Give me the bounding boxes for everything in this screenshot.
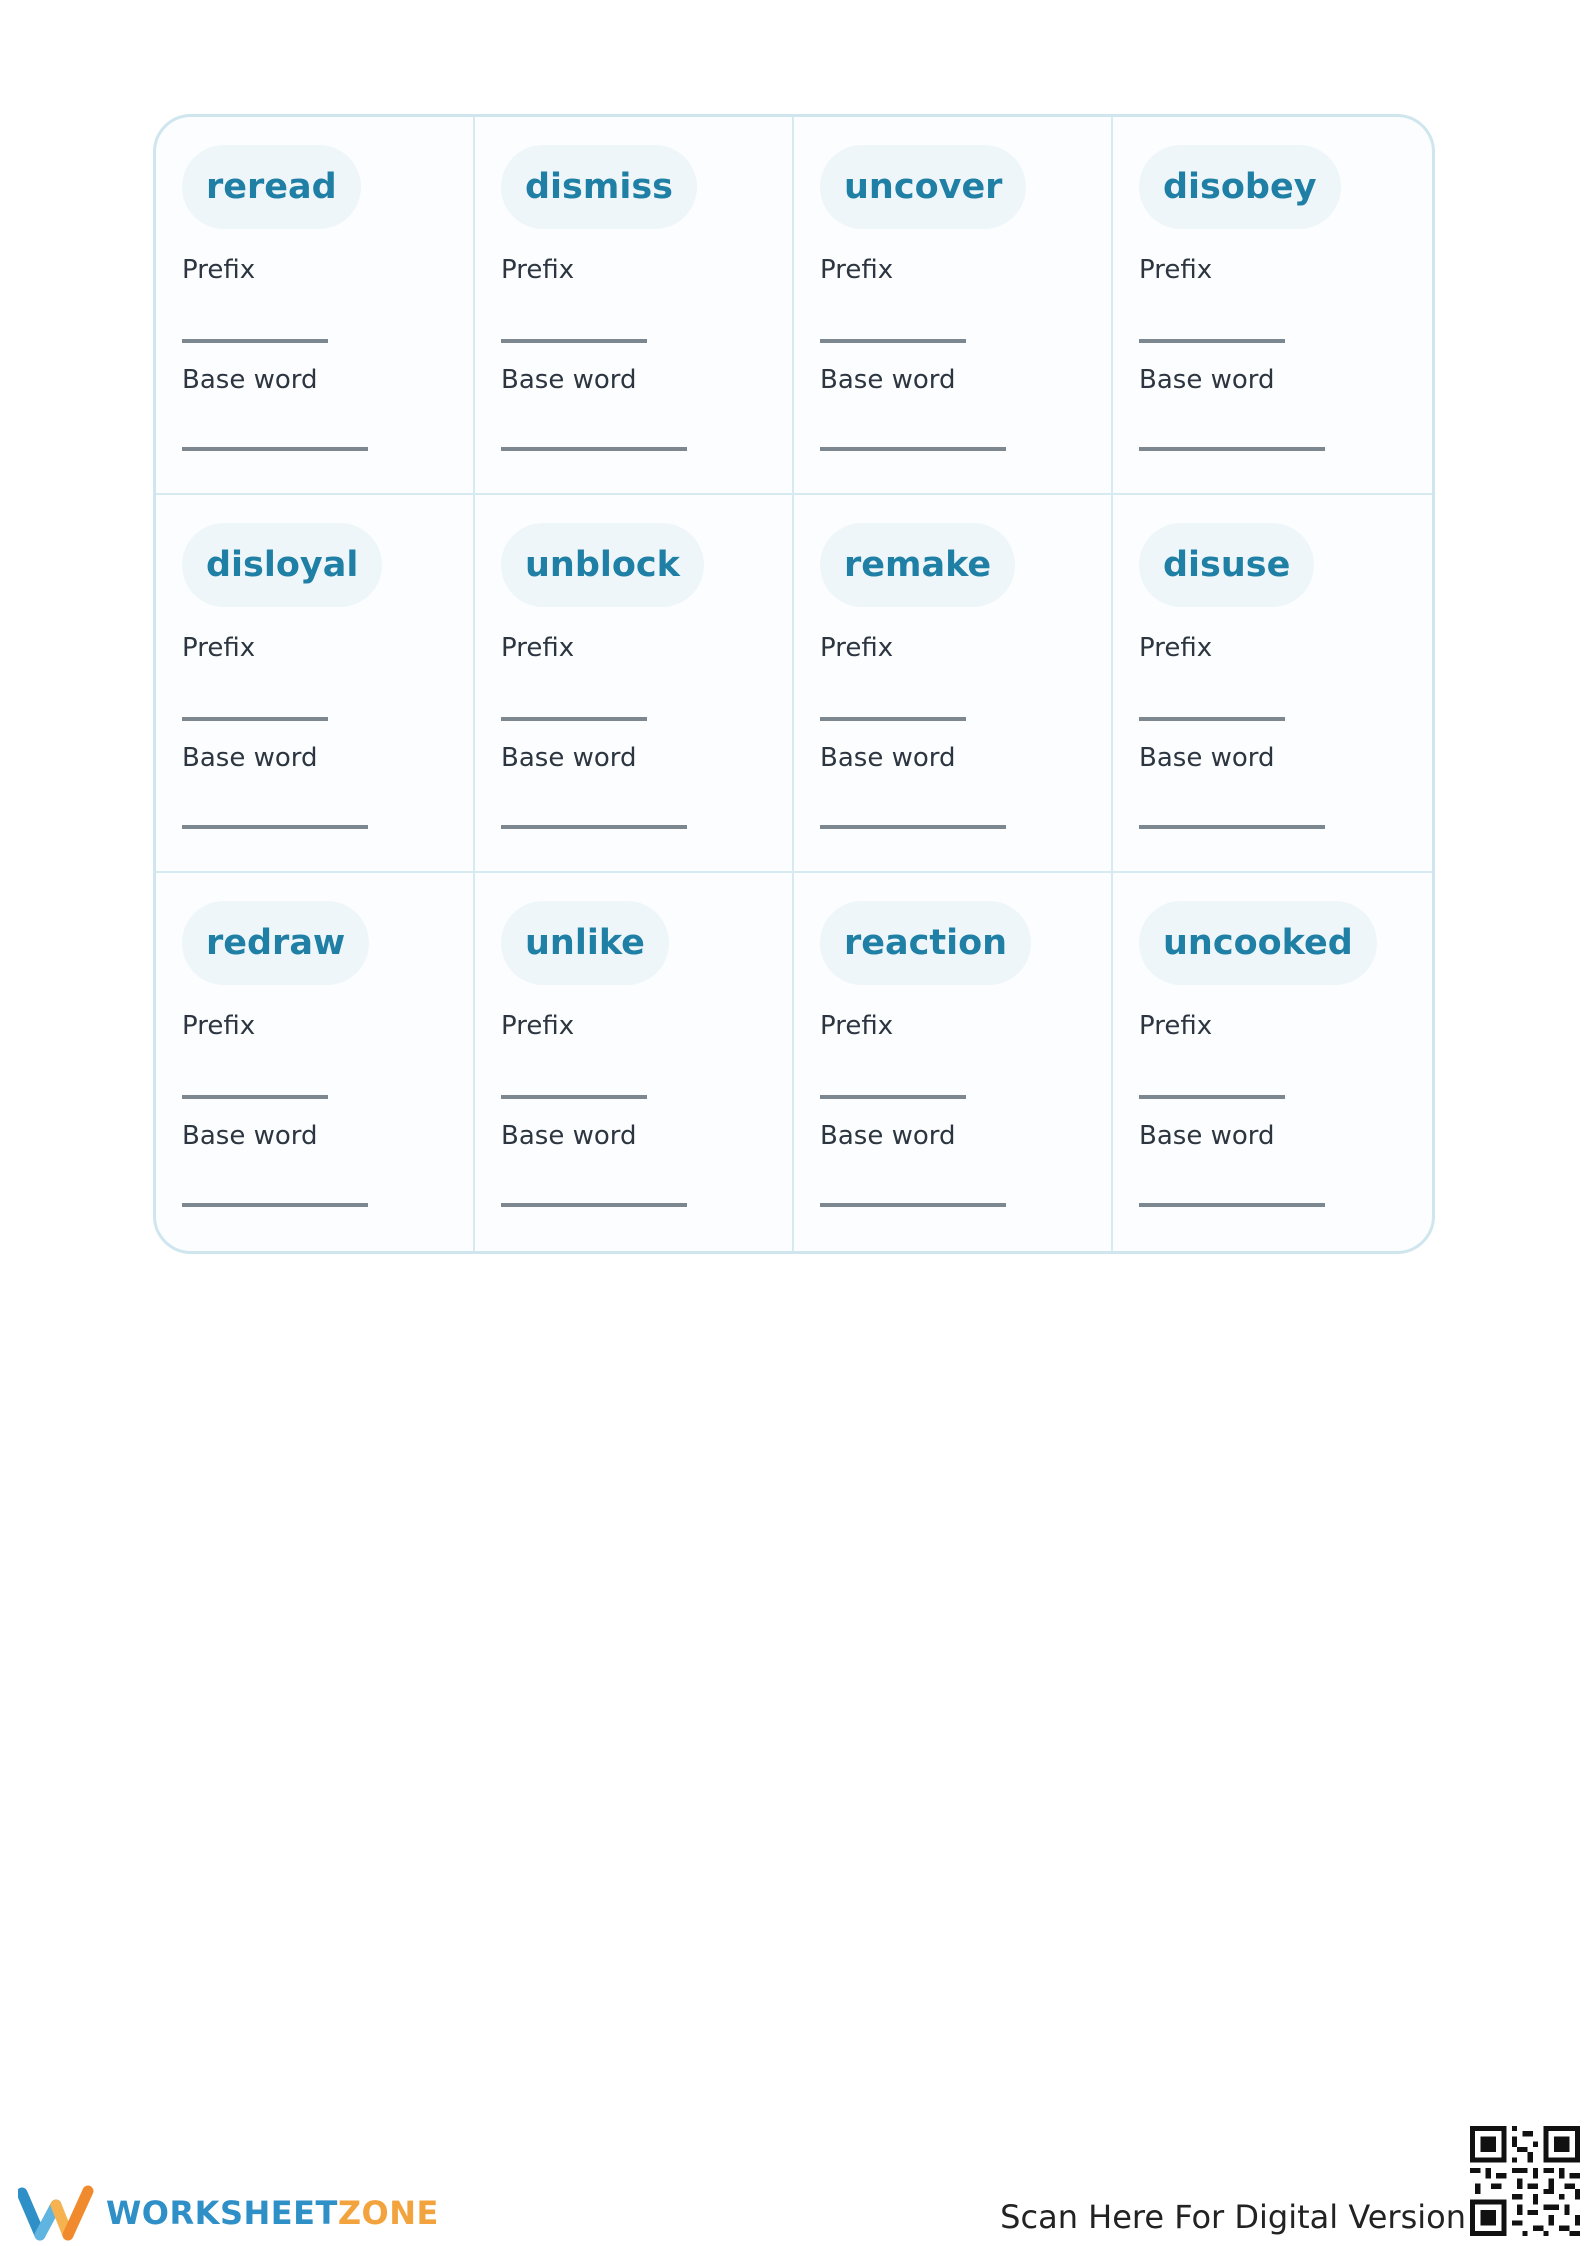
word-cell [475, 495, 794, 873]
word-cell [156, 873, 475, 1251]
prefix-label: Prefix [182, 255, 256, 285]
base-word-label: Base word [182, 743, 318, 773]
logo-text-worksheet: WORKSHEET [106, 2194, 338, 2232]
base-word-label: Base word [1139, 1121, 1275, 1151]
word-cell [156, 117, 475, 495]
base-word-label: Base word [820, 1121, 956, 1151]
base-word-label: Base word [182, 1121, 318, 1151]
word-pill [501, 523, 704, 607]
word-cell [475, 873, 794, 1251]
logo-w-icon [18, 2185, 94, 2241]
word-text: reread [206, 167, 337, 207]
word-cell [1113, 495, 1432, 873]
word-cell [794, 117, 1113, 495]
prefix-answer-line[interactable] [820, 1095, 966, 1099]
word-pill [820, 145, 1026, 229]
prefix-label: Prefix [1139, 1011, 1213, 1041]
prefix-answer-line[interactable] [501, 717, 647, 721]
word-pill [501, 145, 697, 229]
word-text: disuse [1163, 545, 1291, 585]
logo-text-zone: ZONE [337, 2194, 439, 2232]
base-word-answer-line[interactable] [182, 447, 368, 451]
base-word-answer-line[interactable] [1139, 447, 1325, 451]
base-word-label: Base word [1139, 365, 1275, 395]
prefix-label: Prefix [501, 255, 575, 285]
prefix-answer-line[interactable] [182, 717, 328, 721]
word-cell [794, 495, 1113, 873]
word-pill [1139, 523, 1314, 607]
word-pill [501, 901, 669, 985]
prefix-answer-line[interactable] [1139, 717, 1285, 721]
word-pill [182, 145, 361, 229]
prefix-answer-line[interactable] [820, 339, 966, 343]
prefix-label: Prefix [820, 633, 894, 663]
prefix-label: Prefix [182, 1011, 256, 1041]
word-pill [820, 523, 1015, 607]
word-text: disloyal [206, 545, 359, 585]
word-text: redraw [206, 923, 346, 963]
base-word-label: Base word [501, 743, 637, 773]
prefix-answer-line[interactable] [182, 1095, 328, 1099]
prefix-label: Prefix [1139, 255, 1213, 285]
prefix-label: Prefix [1139, 633, 1213, 663]
prefix-label: Prefix [820, 1011, 894, 1041]
word-text: dismiss [525, 167, 674, 207]
word-grid [153, 114, 1435, 1254]
base-word-label: Base word [820, 365, 956, 395]
base-word-answer-line[interactable] [820, 1203, 1006, 1207]
word-pill [1139, 145, 1341, 229]
worksheetzone-logo[interactable] [18, 2185, 439, 2241]
base-word-answer-line[interactable] [820, 447, 1006, 451]
word-text: disobey [1163, 167, 1317, 207]
word-pill [1139, 901, 1377, 985]
prefix-label: Prefix [501, 1011, 575, 1041]
word-cell [1113, 873, 1432, 1251]
word-text: reaction [844, 923, 1008, 963]
base-word-label: Base word [1139, 743, 1275, 773]
prefix-answer-line[interactable] [182, 339, 328, 343]
word-text: unlike [525, 923, 645, 963]
base-word-answer-line[interactable] [501, 825, 687, 829]
word-pill [182, 523, 382, 607]
word-pill [182, 901, 369, 985]
word-text: uncover [844, 167, 1003, 207]
word-text: remake [844, 545, 992, 585]
prefix-answer-line[interactable] [820, 717, 966, 721]
base-word-label: Base word [501, 1121, 637, 1151]
word-cell [156, 495, 475, 873]
word-cell [475, 117, 794, 495]
base-word-answer-line[interactable] [501, 447, 687, 451]
base-word-answer-line[interactable] [820, 825, 1006, 829]
prefix-answer-line[interactable] [501, 339, 647, 343]
word-pill [820, 901, 1031, 985]
base-word-label: Base word [820, 743, 956, 773]
word-cell [794, 873, 1113, 1251]
base-word-answer-line[interactable] [182, 1203, 368, 1207]
word-text: unblock [525, 545, 680, 585]
word-cell [1113, 117, 1432, 495]
prefix-label: Prefix [501, 633, 575, 663]
logo-text [106, 2194, 439, 2232]
qr-code-icon[interactable] [1470, 2126, 1580, 2236]
prefix-answer-line[interactable] [1139, 339, 1285, 343]
prefix-answer-line[interactable] [1139, 1095, 1285, 1099]
prefix-answer-line[interactable] [501, 1095, 647, 1099]
base-word-label: Base word [501, 365, 637, 395]
prefix-label: Prefix [182, 633, 256, 663]
base-word-answer-line[interactable] [182, 825, 368, 829]
prefix-label: Prefix [820, 255, 894, 285]
base-word-label: Base word [182, 365, 318, 395]
scan-instruction: Scan Here For Digital Version [1000, 2198, 1466, 2236]
word-text: uncooked [1163, 923, 1353, 963]
base-word-answer-line[interactable] [501, 1203, 687, 1207]
base-word-answer-line[interactable] [1139, 1203, 1325, 1207]
base-word-answer-line[interactable] [1139, 825, 1325, 829]
